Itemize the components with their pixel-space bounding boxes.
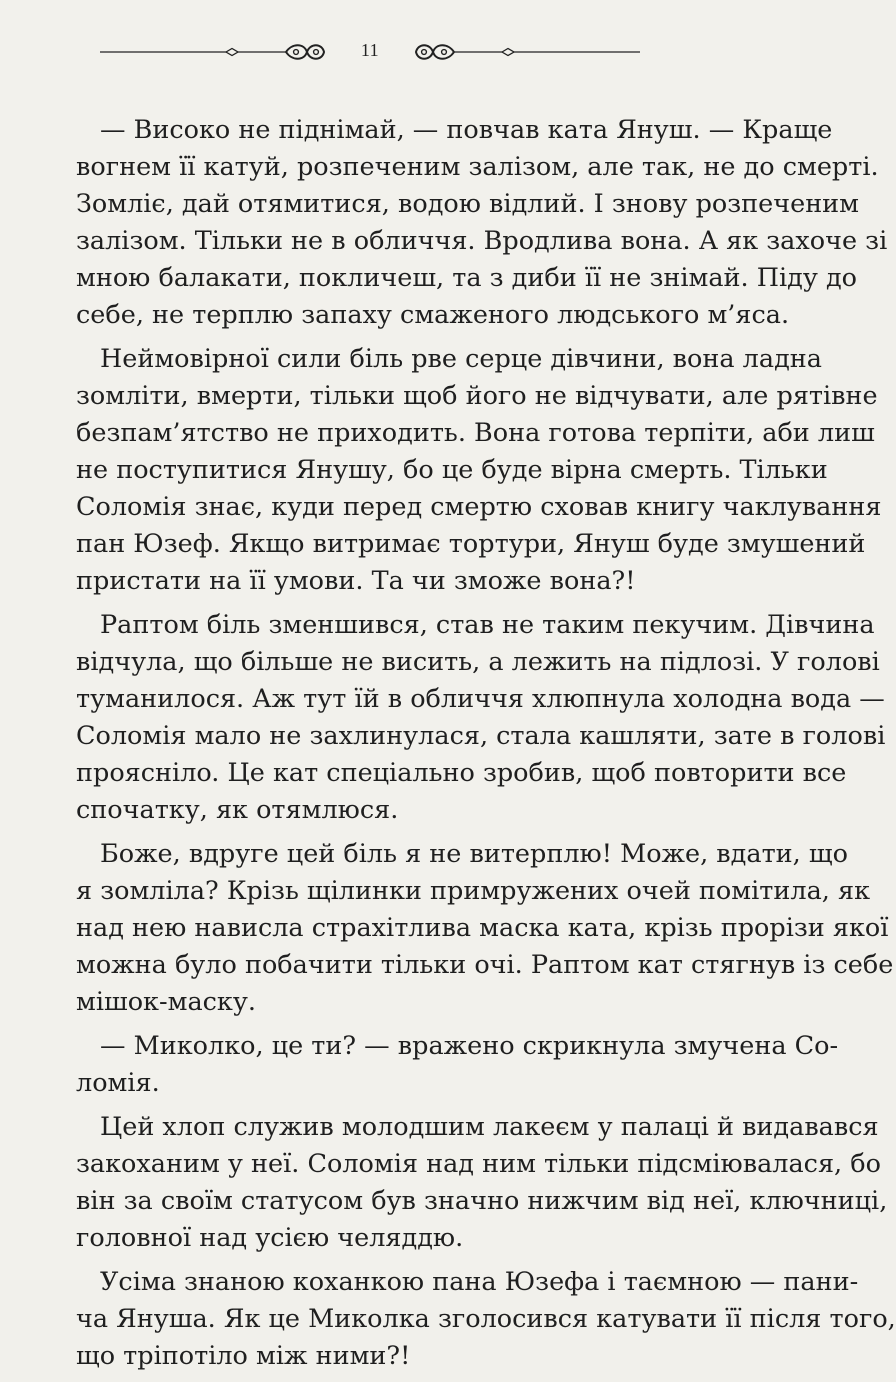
text-line: залізом. Тільки не в обличчя. Вродлива вона. А як захоче зі: [76, 226, 888, 256]
text-line: зомліти, вмерти, тільки щоб його не відчувати, але рятівне: [76, 381, 878, 411]
text-line: він за своїм статусом був значно нижчим від неї, ключниці,: [76, 1186, 888, 1216]
text-line: Раптом біль зменшився, став не таким пекучим. Дівчина: [100, 610, 875, 640]
text-line: пан Юзеф. Якщо витримає тортури, Януш буде змушений: [76, 529, 866, 559]
text-line: закоханим у неї. Соломія над ним тільки підсміювалася, бо: [76, 1149, 881, 1179]
text-line: безпам’ятство не приходить. Вона готова терпіти, аби лиш: [76, 418, 875, 448]
text-line: я зомліла? Крізь щілинки примружених очей помітила, як: [76, 876, 871, 906]
text-line: Боже, вдруге цей біль я не витерплю! Може, вдати, що: [100, 839, 848, 869]
text-line: себе, не терплю запаху смаженого людського м’яса.: [76, 300, 790, 330]
text-line: — Високо не піднімай, — повчав ката Януш. — Краще: [100, 115, 833, 145]
running-header: [100, 38, 640, 68]
text-line: Соломія мало не захлинулася, стала кашляти, зате в голові: [76, 721, 886, 751]
text-line: Соломія знає, куди перед смертю сховав книгу чаклування: [76, 492, 882, 522]
text-line: Неймовірної сили біль рве серце дівчини, вона ладна: [100, 344, 822, 374]
text-line: відчула, що більше не висить, а лежить на підлозі. У голові: [76, 647, 880, 677]
text-line: туманилося. Аж тут їй в обличчя хлюпнула холодна вода —: [76, 684, 885, 714]
text-line: Цей хлоп служив молодшим лакеєм у палаці й видавався: [100, 1112, 879, 1142]
text-line: Зомліє, дай отямитися, водою відлий. І знову розпеченим: [76, 189, 860, 219]
text-line: спочатку, як отямлюся.: [76, 795, 399, 825]
paragraph: [76, 836, 894, 1021]
text-line: можна було побачити тільки очі. Раптом кат стягнув із себе: [76, 950, 894, 980]
text-line: ча Януша. Як це Миколка зголосився катувати її після того,: [76, 1304, 896, 1334]
paragraph: [76, 1028, 839, 1102]
paragraph: [76, 341, 882, 600]
text-line: — Миколко, це ти? — вражено скрикнула змучена Со-: [100, 1031, 839, 1061]
text-line: що тріпотіло між ними?!: [76, 1341, 411, 1371]
paragraph: [76, 1109, 888, 1257]
text-line: ломія.: [76, 1068, 160, 1098]
text-line: пристати на її умови. Та чи зможе вона?!: [76, 566, 636, 596]
paragraph: [76, 607, 886, 829]
body-text: [76, 112, 896, 1382]
text-line: прояснілo. Це кат спеціально зробив, щоб повторити все: [76, 758, 847, 788]
text-line: вогнем її катуй, розпеченим залізом, але так, не до смерті.: [76, 152, 879, 182]
text-line: не поступитися Янушу, бо це буде вірна смерть. Тільки: [76, 455, 828, 485]
paragraph: [76, 1264, 896, 1375]
text-line: мною балакати, покличеш, та з диби її не знімай. Піду до: [76, 263, 857, 293]
paragraph: [76, 112, 888, 334]
text-line: головної над усією челяддю.: [76, 1223, 464, 1253]
text-line: над нею нависла страхітлива маска ката, крізь прорізи якої: [76, 913, 889, 943]
page-number: 11: [360, 40, 380, 60]
text-line: Усіма знаною коханкою пана Юзефа і таємною — пани-: [100, 1267, 859, 1297]
text-line: мішок-маску.: [76, 987, 256, 1017]
